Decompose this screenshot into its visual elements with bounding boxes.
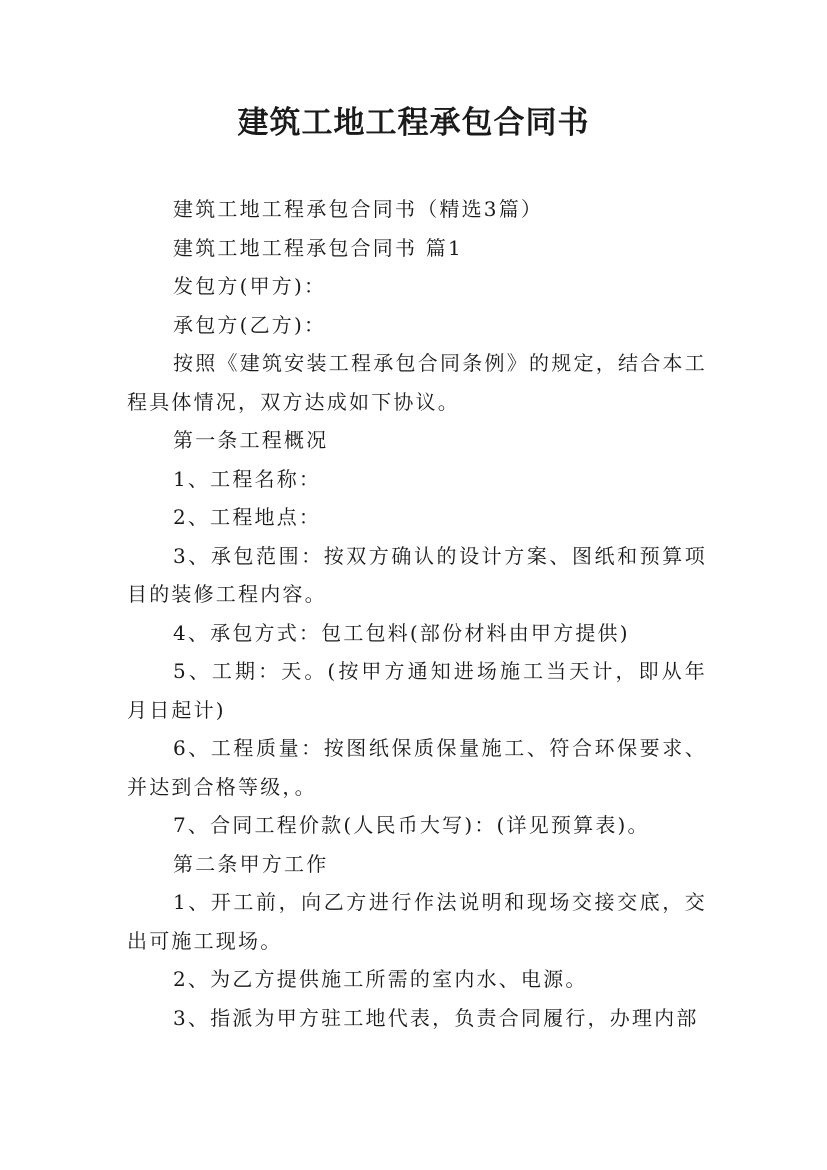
document-body	[127, 190, 707, 1037]
paragraph-item: 1、工程名称：	[173, 466, 322, 491]
paragraph-item: 3、指派为甲方驻工地代表，负责合同履行，办理内部	[173, 1005, 699, 1030]
paragraph-item: 3、承包范围：按双方确认的设计方案、图纸和预算项目的装修工程内容。	[127, 543, 707, 606]
paragraph-party-a: 发包方(甲方)：	[173, 274, 327, 298]
paragraph-item: 4、承包方式：包工包料(部份材料由甲方提供)	[173, 620, 630, 645]
paragraph-item: 6、工程质量：按图纸保质保量施工、符合环保要求、并达到合格等级，。	[127, 736, 707, 799]
paragraph-section-1: 第一条工程概况	[173, 428, 329, 452]
paragraph-item: 1、开工前，向乙方进行作法说明和现场交接交底，交出可施工现场。	[127, 890, 707, 953]
paragraph-section-2: 第二条甲方工作	[173, 851, 329, 876]
paragraph-subtitle: 建筑工地工程承包合同书（精选3篇）	[173, 197, 544, 221]
paragraph-article-heading: 建筑工地工程承包合同书 篇1	[173, 235, 463, 260]
paragraph-party-b: 承包方(乙方)：	[173, 312, 327, 337]
paragraph-item: 5、工期：天。(按甲方通知进场施工当天计，即从年月日起计)	[127, 659, 707, 722]
document-title: 建筑工地工程承包合同书	[237, 105, 590, 141]
paragraph-item: 2、为乙方提供施工所需的室内水、电源。	[173, 967, 588, 991]
paragraph-item: 2、工程地点：	[173, 505, 322, 529]
paragraph-item: 7、合同工程价款(人民币大写)：(详见预算表)。	[173, 813, 650, 837]
paragraph-preamble: 按照《建筑安装工程承包合同条例》的规定，结合本工程具体情况，双方达成如下协议。	[127, 351, 707, 414]
